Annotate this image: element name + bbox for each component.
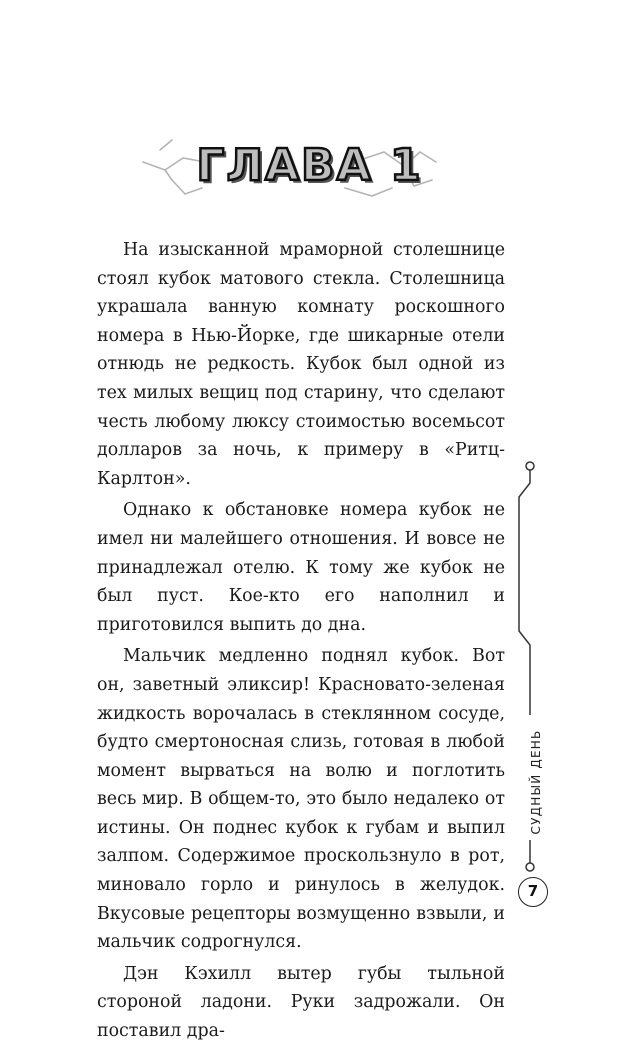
page-number: 7 <box>518 877 548 907</box>
paragraph: Однако к обстановке номера кубок не имел ни малейшего отношения. И вовсе не принадлежал отелю. К тому же кубок не был пуст. Кое-кто его наполнил и приготовился выпить до дна. <box>97 500 505 635</box>
paragraph: Дэн Кэхилл вытер губы тыльной стороной ладони. Руки задрожали. Он поставил дра- <box>97 963 505 1042</box>
chapter-title: ГЛАВА 1 <box>196 140 423 191</box>
chapter-ornament <box>0 0 619 260</box>
body-text <box>97 236 505 1049</box>
paragraph: Мальчик медленно поднял кубок. Вот он, заветный эликсир! Красновато-зеленая жидкость ворочалась в стеклянном сосуде, будто смертоносная слизь, готовая в любой момент вырваться на волю и поглотить весь мир. В общем-то, это было недалеко от истины. Он поднес кубок к губам и выпил залпом. Содержимое проскользнуло в рот, миновало горло и ринулось в желудок. Вкусовые рецепторы возмущенно взвыли, и мальчик содрогнулся. <box>97 646 505 953</box>
side-decoration <box>505 455 565 925</box>
paragraph: На изысканной мраморной столешнице стоял кубок матового стекла. Столешница украшала ванную комнату роскошного номера в Нью-Йорке, где шикарные отели отнюдь не редкость. Кубок был одной из тех милых вещиц под старину, что сделают честь любому люксу стоимостью восемьсот долларов за ночь, к примеру в «Ритц-Карлтон». <box>97 240 505 489</box>
running-title: СУДНЫЙ ДЕНЬ <box>529 729 543 835</box>
